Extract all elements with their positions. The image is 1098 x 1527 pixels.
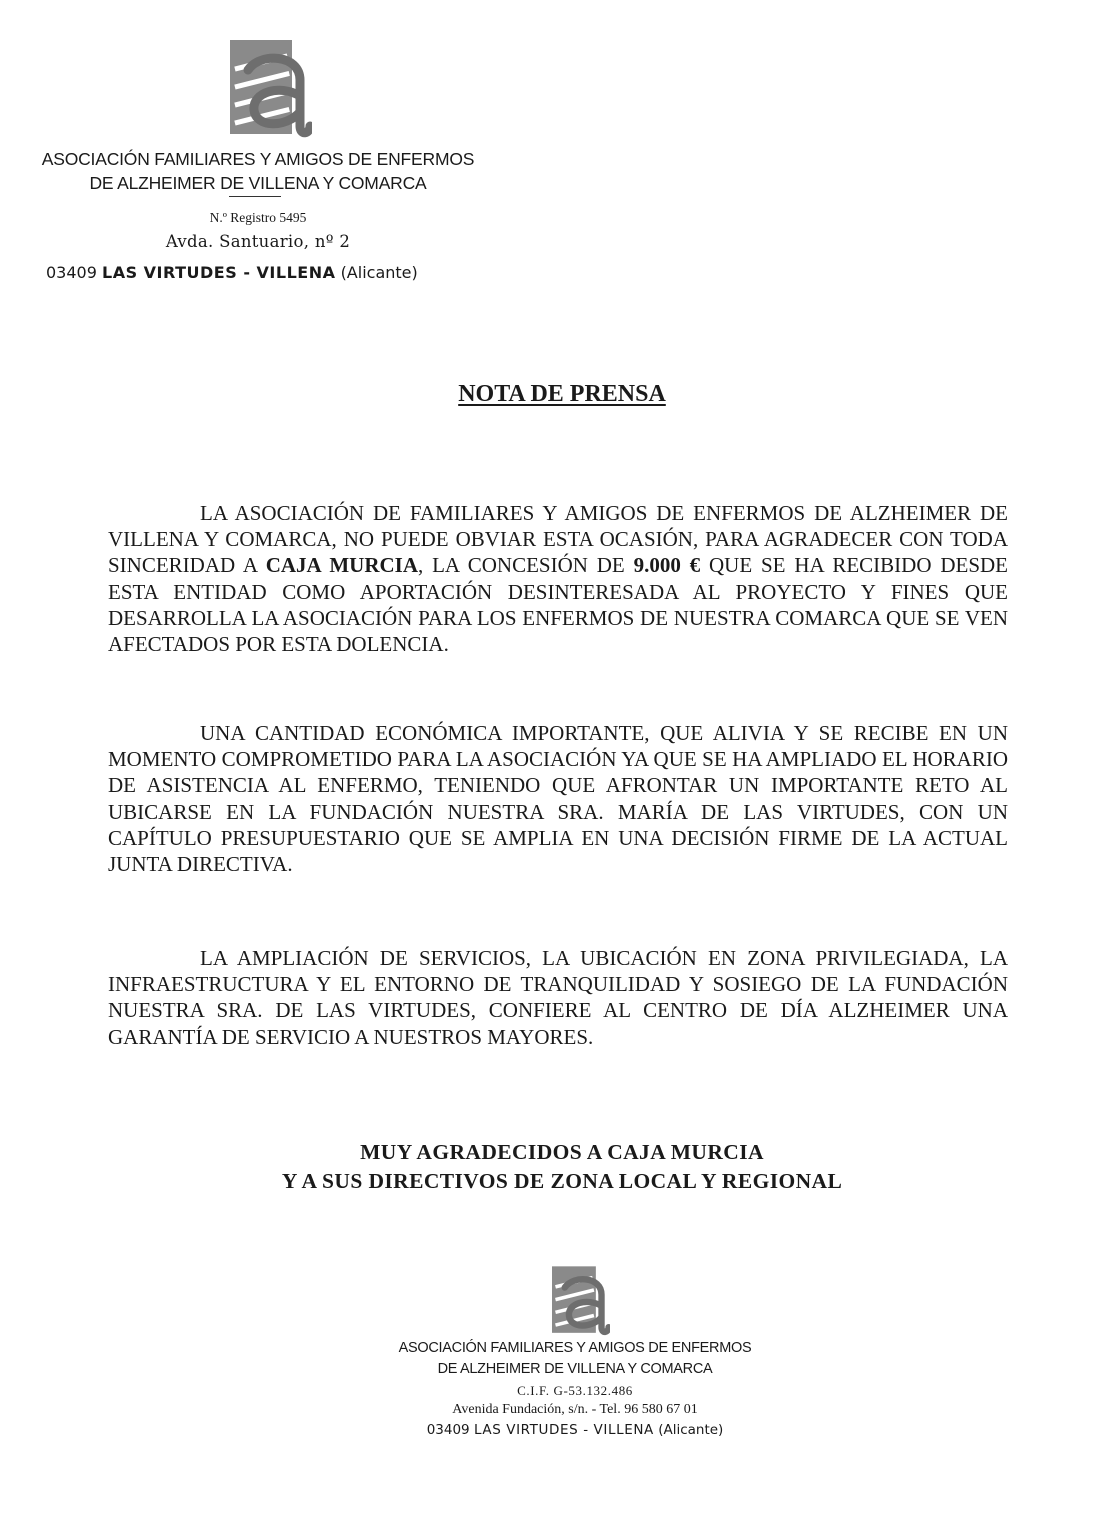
- association-logo-icon: [552, 1266, 610, 1336]
- address-line: Avda. Santuario, nº 2: [165, 232, 351, 251]
- paragraph-1-text-c: QUE SE HA RECIBIDO DESDE ESTA ENTIDAD COMO APORTACIÓN DESINTERESADA AL PROYECTO Y FINES QUE DESARROLLA LA ASOCIACIÓN PARA LOS ENFERMOS DE NUESTRA COMARCA QUE SE VEN AFECTADOS POR ESTA DOLENCIA.: [108, 553, 1009, 657]
- postal-code: 03409: [46, 263, 97, 282]
- paragraph-1-text-a: LA ASOCIACIÓN DE FAMILIARES Y AMIGOS DE ENFERMOS DE ALZHEIMER DE VILLENA Y COMARCA, NO PUEDE OBVIAR ESTA OCASIÓN, PARA AGRADECER CON TODA SINCERIDAD A: [108, 501, 1008, 578]
- stamp-org-line1: ASOCIACIÓN FAMILIARES Y AMIGOS DE ENFERMOS: [398, 1340, 752, 1356]
- paragraph-1-text-b: , LA CONCESIÓN DE: [418, 553, 634, 578]
- province-name: (Alicante): [340, 263, 418, 282]
- stamp-cif: C.I.F. G-53.132.486: [517, 1383, 633, 1398]
- stamp-postal-code: 03409: [426, 1422, 470, 1438]
- stamp-province-name: (Alicante): [658, 1422, 724, 1438]
- donation-amount: 9.000 €: [633, 553, 701, 578]
- place-name: LAS VIRTUDES - VILLENA: [102, 263, 336, 282]
- divider: [229, 196, 281, 197]
- stamp-postal-address: [380, 1422, 770, 1438]
- org-name-line1: ASOCIACIÓN FAMILIARES Y AMIGOS DE ENFERMOS: [41, 149, 475, 169]
- sponsor-name: CAJA MURCIA: [265, 553, 419, 578]
- postal-address: [46, 263, 418, 282]
- org-name-line2: DE ALZHEIMER DE VILLENA Y COMARCA: [89, 173, 427, 193]
- closing-line2: Y A SUS DIRECTIVOS DE ZONA LOCAL Y REGIONAL: [281, 1169, 843, 1193]
- closing-line1: MUY AGRADECIDOS A CAJA MURCIA: [360, 1140, 764, 1164]
- document-title: NOTA DE PRENSA: [458, 381, 666, 407]
- stamp-place-name: LAS VIRTUDES - VILLENA: [473, 1422, 654, 1438]
- paragraph-3: LA AMPLIACIÓN DE SERVICIOS, LA UBICACIÓN EN ZONA PRIVILEGIADA, LA INFRAESTRUCTURA Y EL ENTORNO DE TRANQUILIDAD Y SOSIEGO DE LA FUNDACIÓN NUESTRA SRA. DE LAS VIRTUDES, CONFIERE AL CENTRO DE DÍA ALZHEIMER UNA GARANTÍA DE SERVICIO A NUESTROS MAYORES.: [108, 946, 1008, 1049]
- association-logo-icon: [230, 40, 312, 138]
- stamp-org-line2: DE ALZHEIMER DE VILLENA Y COMARCA: [437, 1361, 713, 1377]
- registration-number: N.º Registro 5495: [209, 210, 307, 225]
- paragraph-1: [108, 500, 1008, 657]
- stamp-address: Avenida Fundación, s/n. - Tel. 96 580 67 01: [452, 1402, 698, 1417]
- paragraph-2: UNA CANTIDAD ECONÓMICA IMPORTANTE, QUE ALIVIA Y SE RECIBE EN UN MOMENTO COMPROMETIDO PARA LA ASOCIACIÓN YA QUE SE HA AMPLIADO EL HORARIO DE ASISTENCIA AL ENFERMO, TENIENDO QUE AFRONTAR UN IMPORTANTE RETO AL UBICARSE EN LA FUNDACIÓN NUESTRA SRA. MARÍA DE LAS VIRTUDES, CON UN CAPÍTULO PRESUPUESTARIO QUE SE AMPLIA EN UNA DECISIÓN FIRME DE LA ACTUAL JUNTA DIRECTIVA.: [108, 721, 1008, 877]
